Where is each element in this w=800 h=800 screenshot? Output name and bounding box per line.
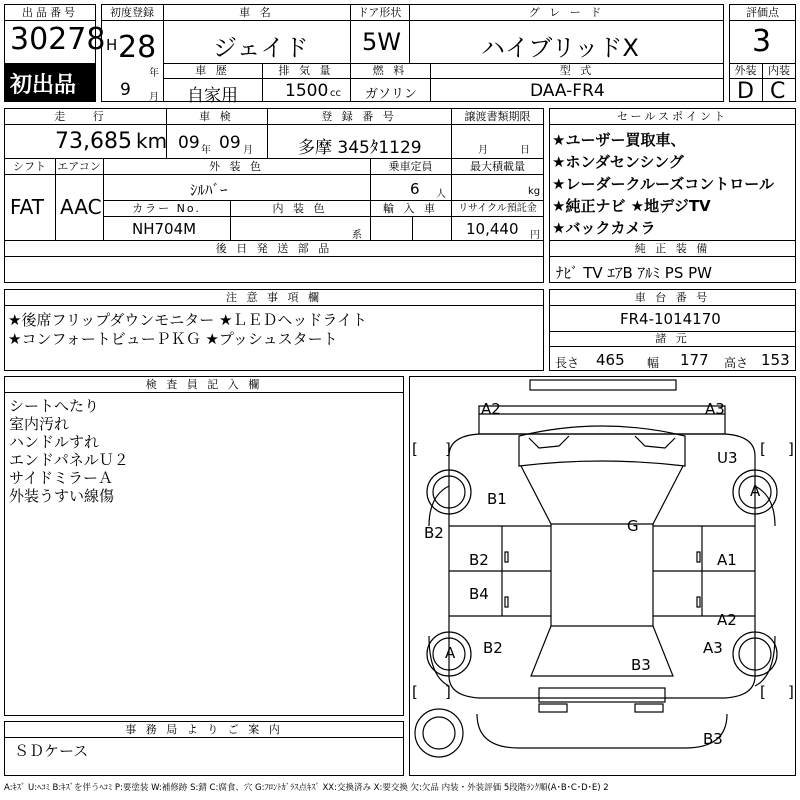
color-no-label: カラー No.	[132, 202, 201, 215]
displacement: 1500	[285, 81, 329, 101]
capacity-label: 乗車定員	[388, 160, 433, 173]
equipment-value: ﾅﾋﾞ TV ｴｱB ｱﾙﾐ PS PW	[556, 264, 712, 282]
door-type: 5W	[362, 28, 401, 56]
reg-number: 多摩 345ﾀ1129	[298, 138, 422, 158]
inspection-year-unit: 年	[201, 145, 211, 156]
damage-mark-a3: A3	[705, 400, 725, 418]
recycle-label: リサイクル預託金	[458, 203, 537, 214]
office-text: ＳＤケース	[14, 742, 89, 760]
inspection-year: 09	[178, 133, 200, 153]
selling-points-label: セールスポイント	[616, 110, 728, 123]
color-no: NH704M	[132, 220, 197, 238]
selling-point-item: ★純正ナビ ★地デジTV	[552, 197, 711, 215]
grade: ハイブリッドX	[481, 34, 639, 62]
month-unit: 月	[149, 92, 159, 103]
notes-label: 注 意 事 項 欄	[226, 291, 322, 304]
bracket: [	[760, 683, 766, 701]
bracket: ]	[445, 683, 451, 701]
notes-line: ★後席フリップダウンモニター ★ＬＥＤヘッドライト	[8, 311, 367, 329]
inspector-line: ハンドルすれ	[9, 433, 100, 451]
inspector-line: サイドミラーＡ	[9, 469, 113, 487]
lot-number: 30278	[10, 22, 106, 57]
ac: AAC	[60, 195, 102, 219]
selling-point-item: ★ホンダセンシング	[552, 153, 684, 171]
chassis-number: FR4-1014170	[620, 310, 721, 328]
ac-label: エアコン	[57, 160, 101, 173]
reg-number-label: 登 録 番 号	[321, 110, 397, 123]
selling-point-item: ★バックカメラ	[552, 219, 656, 237]
car-outline	[409, 376, 796, 776]
capacity: 6	[410, 180, 420, 198]
car-name-label: 車 名	[239, 6, 274, 19]
exterior-label: 外装	[734, 64, 757, 77]
load-unit: kg	[528, 186, 541, 197]
history-label: 車 歴	[195, 64, 230, 77]
height-value: 153	[761, 351, 790, 369]
mileage: 73,685	[55, 129, 132, 154]
month: 9	[120, 80, 131, 100]
bracket: ]	[788, 683, 794, 701]
model-label: 型 式	[559, 64, 595, 77]
fuel-label: 燃 料	[372, 64, 408, 77]
damage-mark-a1: A1	[717, 551, 737, 569]
bracket: [	[412, 440, 418, 458]
score: 3	[752, 24, 772, 59]
inspector-line: シートへたり	[9, 397, 100, 415]
damage-mark-b3-bottom: B3	[703, 730, 723, 748]
mileage-label: 走 行	[54, 110, 116, 123]
equipment-label: 純 正 装 備	[634, 242, 711, 255]
inspector-line: 室内汚れ	[9, 415, 70, 433]
score-label: 評価点	[746, 6, 779, 19]
int-color-unit: 系	[352, 230, 362, 241]
selling-point-item: ★レーダークルーズコントロール	[552, 175, 774, 193]
legend: A:ｷｽﾞ U:ﾍｺﾐ B:ｷｽﾞを伴うﾍｺﾐ P:要塗装 W:補修跡 S:錆 C:腐食、穴 G:ﾌﾛﾝﾄｶﾞﾗｽ点ｷｽﾞ XX:交換済み X:要交換 欠:欠品 内装・外装評価 5段階ﾗﾝｸ順(A･B･C･D･E) 2	[4, 783, 609, 793]
displacement-label: 排 気 量	[278, 64, 334, 77]
car-name: ジェイド	[213, 34, 309, 62]
lot-label: 出品番号	[22, 6, 78, 19]
damage-mark-a2: A2	[481, 400, 501, 418]
bracket: ]	[445, 440, 451, 458]
width-label: 幅	[647, 356, 660, 370]
exterior-grade: D	[737, 79, 754, 104]
ext-color-label: 外 装 色	[209, 160, 264, 173]
damage-mark-b2-door: B2	[469, 551, 489, 569]
inspection-month: 09	[219, 133, 241, 153]
damage-mark-b1: B1	[487, 490, 507, 508]
transfer-label: 譲渡書類期限	[464, 110, 531, 123]
damage-mark-u3: U3	[717, 449, 738, 467]
selling-point-item: ★ユーザー買取車、	[552, 131, 686, 149]
interior-grade: C	[770, 79, 786, 104]
int-color-label: 内 装 色	[272, 202, 328, 215]
bracket: [	[412, 683, 418, 701]
year: 28	[118, 30, 157, 65]
damage-mark-a-rear-wheel: A	[445, 644, 456, 662]
interior-label: 内装	[768, 64, 790, 77]
inspector-line: 外装うすい線傷	[9, 487, 115, 505]
width-value: 177	[680, 351, 709, 369]
load-label: 最大積載量	[470, 160, 525, 173]
capacity-unit: 人	[436, 189, 446, 200]
office-label: 事 務 局 よ り ご 案 内	[125, 723, 283, 736]
damage-mark-a2-door: A2	[717, 611, 737, 629]
era: H	[106, 36, 118, 54]
later-parts-label: 後 日 発 送 部 品	[215, 242, 333, 255]
model: DAA-FR4	[530, 81, 605, 101]
bracket: [	[760, 440, 766, 458]
displacement-unit: cc	[330, 88, 341, 99]
first-reg-label: 初度登録	[110, 6, 154, 19]
fuel: ガソリン	[365, 87, 418, 102]
height-label: 高さ	[724, 356, 749, 370]
dims-label: 諸 元	[655, 332, 690, 345]
transfer-day-unit: 日	[520, 145, 530, 156]
length-label: 長さ	[555, 356, 580, 370]
import-label: 輸 入 車	[383, 202, 438, 215]
recycle-fee: 10,440	[466, 220, 519, 238]
bracket: ]	[788, 440, 794, 458]
year-unit: 年	[149, 68, 159, 79]
damage-mark-g: G	[627, 517, 639, 535]
inspector-label: 検 査 員 記 入 欄	[145, 378, 263, 391]
damage-mark-a-front-wheel: A	[750, 482, 761, 500]
inspector-line: エンドパネルＵ２	[9, 451, 129, 469]
ext-color: ｼﾙﾊﾞｰ	[190, 181, 228, 199]
chassis-label: 車 台 番 号	[634, 291, 711, 304]
mileage-unit: km	[136, 129, 168, 153]
damage-mark-b4: B4	[469, 585, 489, 603]
inspection-label: 車 検	[199, 110, 234, 123]
inspection-month-unit: 月	[243, 145, 253, 156]
damage-mark-a3-rear: A3	[703, 639, 723, 657]
first-listing-badge: 初出品	[10, 73, 77, 98]
door-label: ドア形状	[357, 6, 402, 19]
damage-mark-b2-left: B2	[424, 524, 444, 542]
damage-mark-b3: B3	[631, 656, 651, 674]
transfer-month-unit: 月	[478, 145, 488, 156]
notes-line: ★コンフォートビューＰＫＧ ★プッシュスタート	[8, 330, 338, 348]
damage-mark-b2-rear: B2	[483, 639, 503, 657]
recycle-unit: 円	[530, 230, 540, 241]
history: 自家用	[187, 86, 238, 106]
shift-label: シフト	[13, 160, 46, 173]
grade-label: グ レ ー ド	[528, 6, 605, 19]
length-value: 465	[596, 351, 625, 369]
shift: FAT	[10, 195, 45, 219]
